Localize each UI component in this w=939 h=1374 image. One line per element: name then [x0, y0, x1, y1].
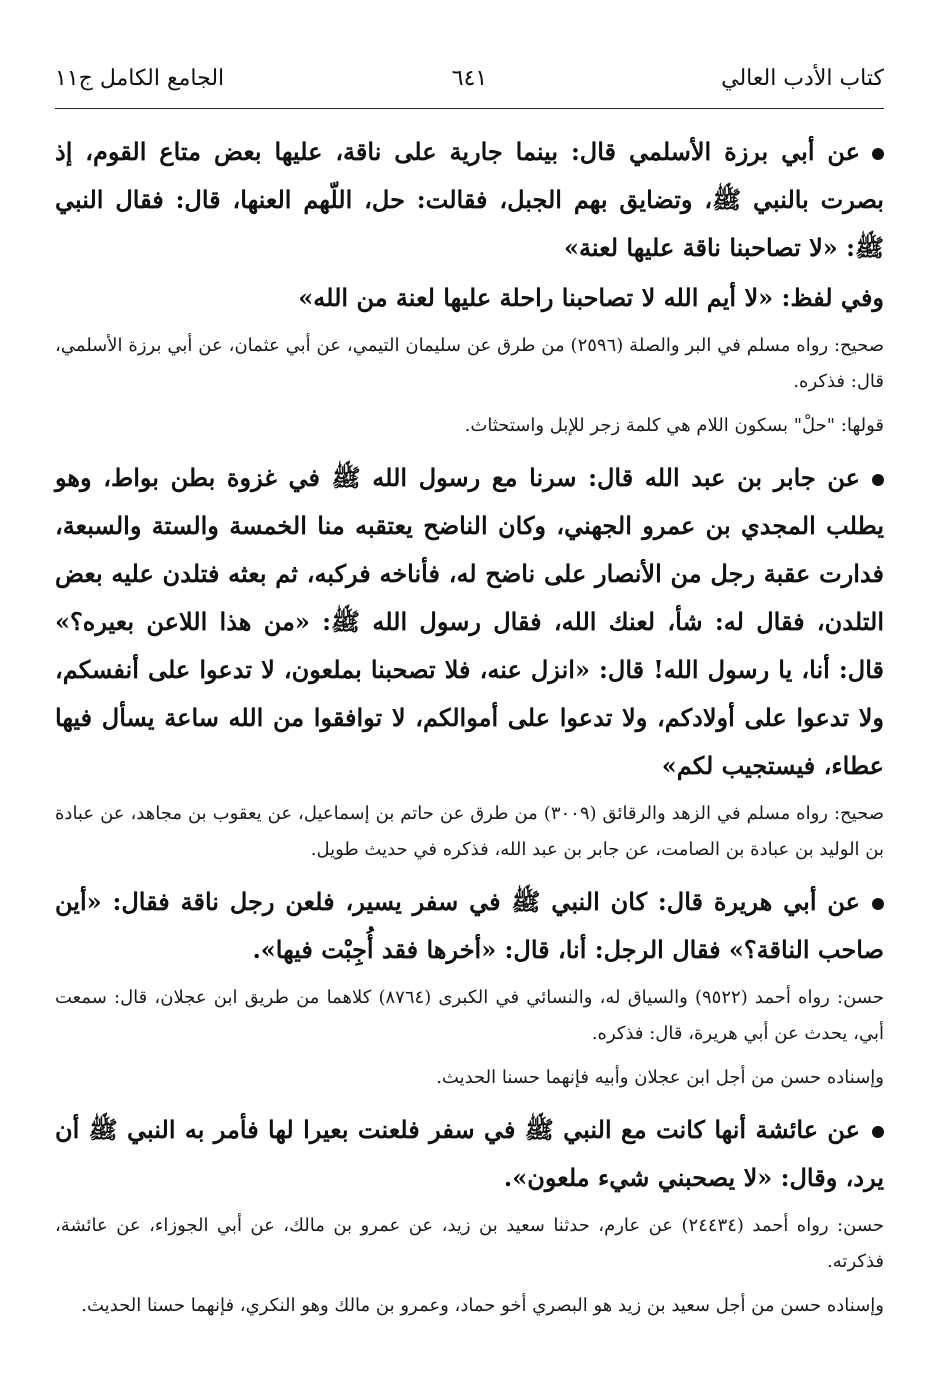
isnad-note: وإسناده حسن من أجل سعيد بن زيد هو البصري أخو حماد، وعمرو بن مالك وهو النكري، فإنهما حسنا الحديث.	[81, 1295, 884, 1316]
isnad-note: وإسناده حسن من أجل ابن عجلان وأبيه فإنهما حسنا الحديث.	[436, 1067, 884, 1088]
explanation-note: قولها: "حلْ" بسكون اللام هي كلمة زجر للإبل واستحثاث.	[464, 415, 884, 436]
bullet-icon	[872, 898, 884, 910]
page-header	[55, 62, 884, 109]
takhrij-note: حسن: رواه أحمد (٩٥٢٢) والسياق له، والنسائي في الكبرى (٨٧٦٤) كلاهما من طريق ابن عجلان، قال: سمعت أبي، يحدث عن أبي هريرة، قال: فذكره.	[55, 987, 884, 1044]
hadith-body: عن أبي برزة الأسلمي قال: بينما جارية على ناقة، عليها بعض متاع القوم، إذ بصرت بالنبي ﷺ، وتضايق بهم الجبل، فقالت: حل، اللّهم العنها، قال: فقال النبي ﷺ: «لا تصاحبنا ناقة عليها لعنة»	[55, 137, 884, 262]
hadith-variant: وفي لفظ: «لا أيم الله لا تصاحبنا راحلة عليها لعنة من الله»	[298, 283, 884, 312]
bullet-icon	[872, 474, 884, 486]
takhrij-note: صحيح: رواه مسلم في البر والصلة (٢٥٩٦) من طرق عن سليمان التيمي، عن أبي عثمان، عن أبي برزة الأسلمي، قال: فذكره.	[55, 335, 884, 392]
volume-title: الجامع الكامل ج١١	[55, 66, 225, 91]
hadith-body: عن أبي هريرة قال: كان النبي ﷺ في سفر يسير، فلعن رجل ناقة فقال: «أين صاحب الناقة؟» فقال الرجل: أنا، قال: «أخرها فقد أُجِبْت فيها».	[55, 887, 884, 964]
page-number: ٦٤١	[451, 66, 488, 91]
takhrij-note: حسن: رواه أحمد (٢٤٤٣٤) عن عارم، حدثنا سعيد بن زيد، عن عمرو بن مالك، عن أبي الجوزاء، عن عائشة، فذكرته.	[55, 1215, 885, 1272]
bullet-icon	[872, 1126, 884, 1138]
hadith-body: عن عائشة أنها كانت مع النبي ﷺ في سفر فلعنت بعيرا لها فأمر به النبي ﷺ أن يرد، وقال: «لا يصحبني شيء ملعون».	[55, 1115, 884, 1192]
hadith-text	[55, 454, 884, 790]
hadith-text	[55, 878, 884, 974]
takhrij-note: صحيح: رواه مسلم في الزهد والرقائق (٣٠٠٩) من طرق عن حاتم بن إسماعيل، عن يعقوب بن مجاهد، عن عبادة بن الوليد بن عبادة بن الصامت، عن جابر بن عبد الله، فذكره في حديث طويل.	[55, 803, 884, 860]
bullet-icon	[872, 148, 884, 160]
page-content	[55, 128, 884, 1332]
hadith-text	[55, 128, 884, 272]
hadith-body: عن جابر بن عبد الله قال: سرنا مع رسول الله ﷺ في غزوة بطن بواط، وهو يطلب المجدي بن عمرو الجهني، وكان الناضح يعتقبه منا الخمسة والستة والسبعة، فدارت عقبة رجل من الأنصار على ناضح له، فأناخه فركبه، ثم بعثه فتلدن عليه بعض التلدن، فقال له: شأ، لعنك الله، فقال رسول الله ﷺ: «من هذا اللاعن بعيره؟» قال: أنا، يا رسول الله! قال: «انزل عنه، فلا تصحبنا بملعون، لا تدعوا على أنفسكم، ولا تدعوا على أولادكم، ولا تدعوا على أموالكم، لا توافقوا من الله ساعة يسأل فيها عطاء، فيستجيب لكم»	[55, 463, 884, 780]
hadith-text	[55, 1106, 884, 1202]
book-title: كتاب الأدب العالي	[721, 66, 884, 91]
